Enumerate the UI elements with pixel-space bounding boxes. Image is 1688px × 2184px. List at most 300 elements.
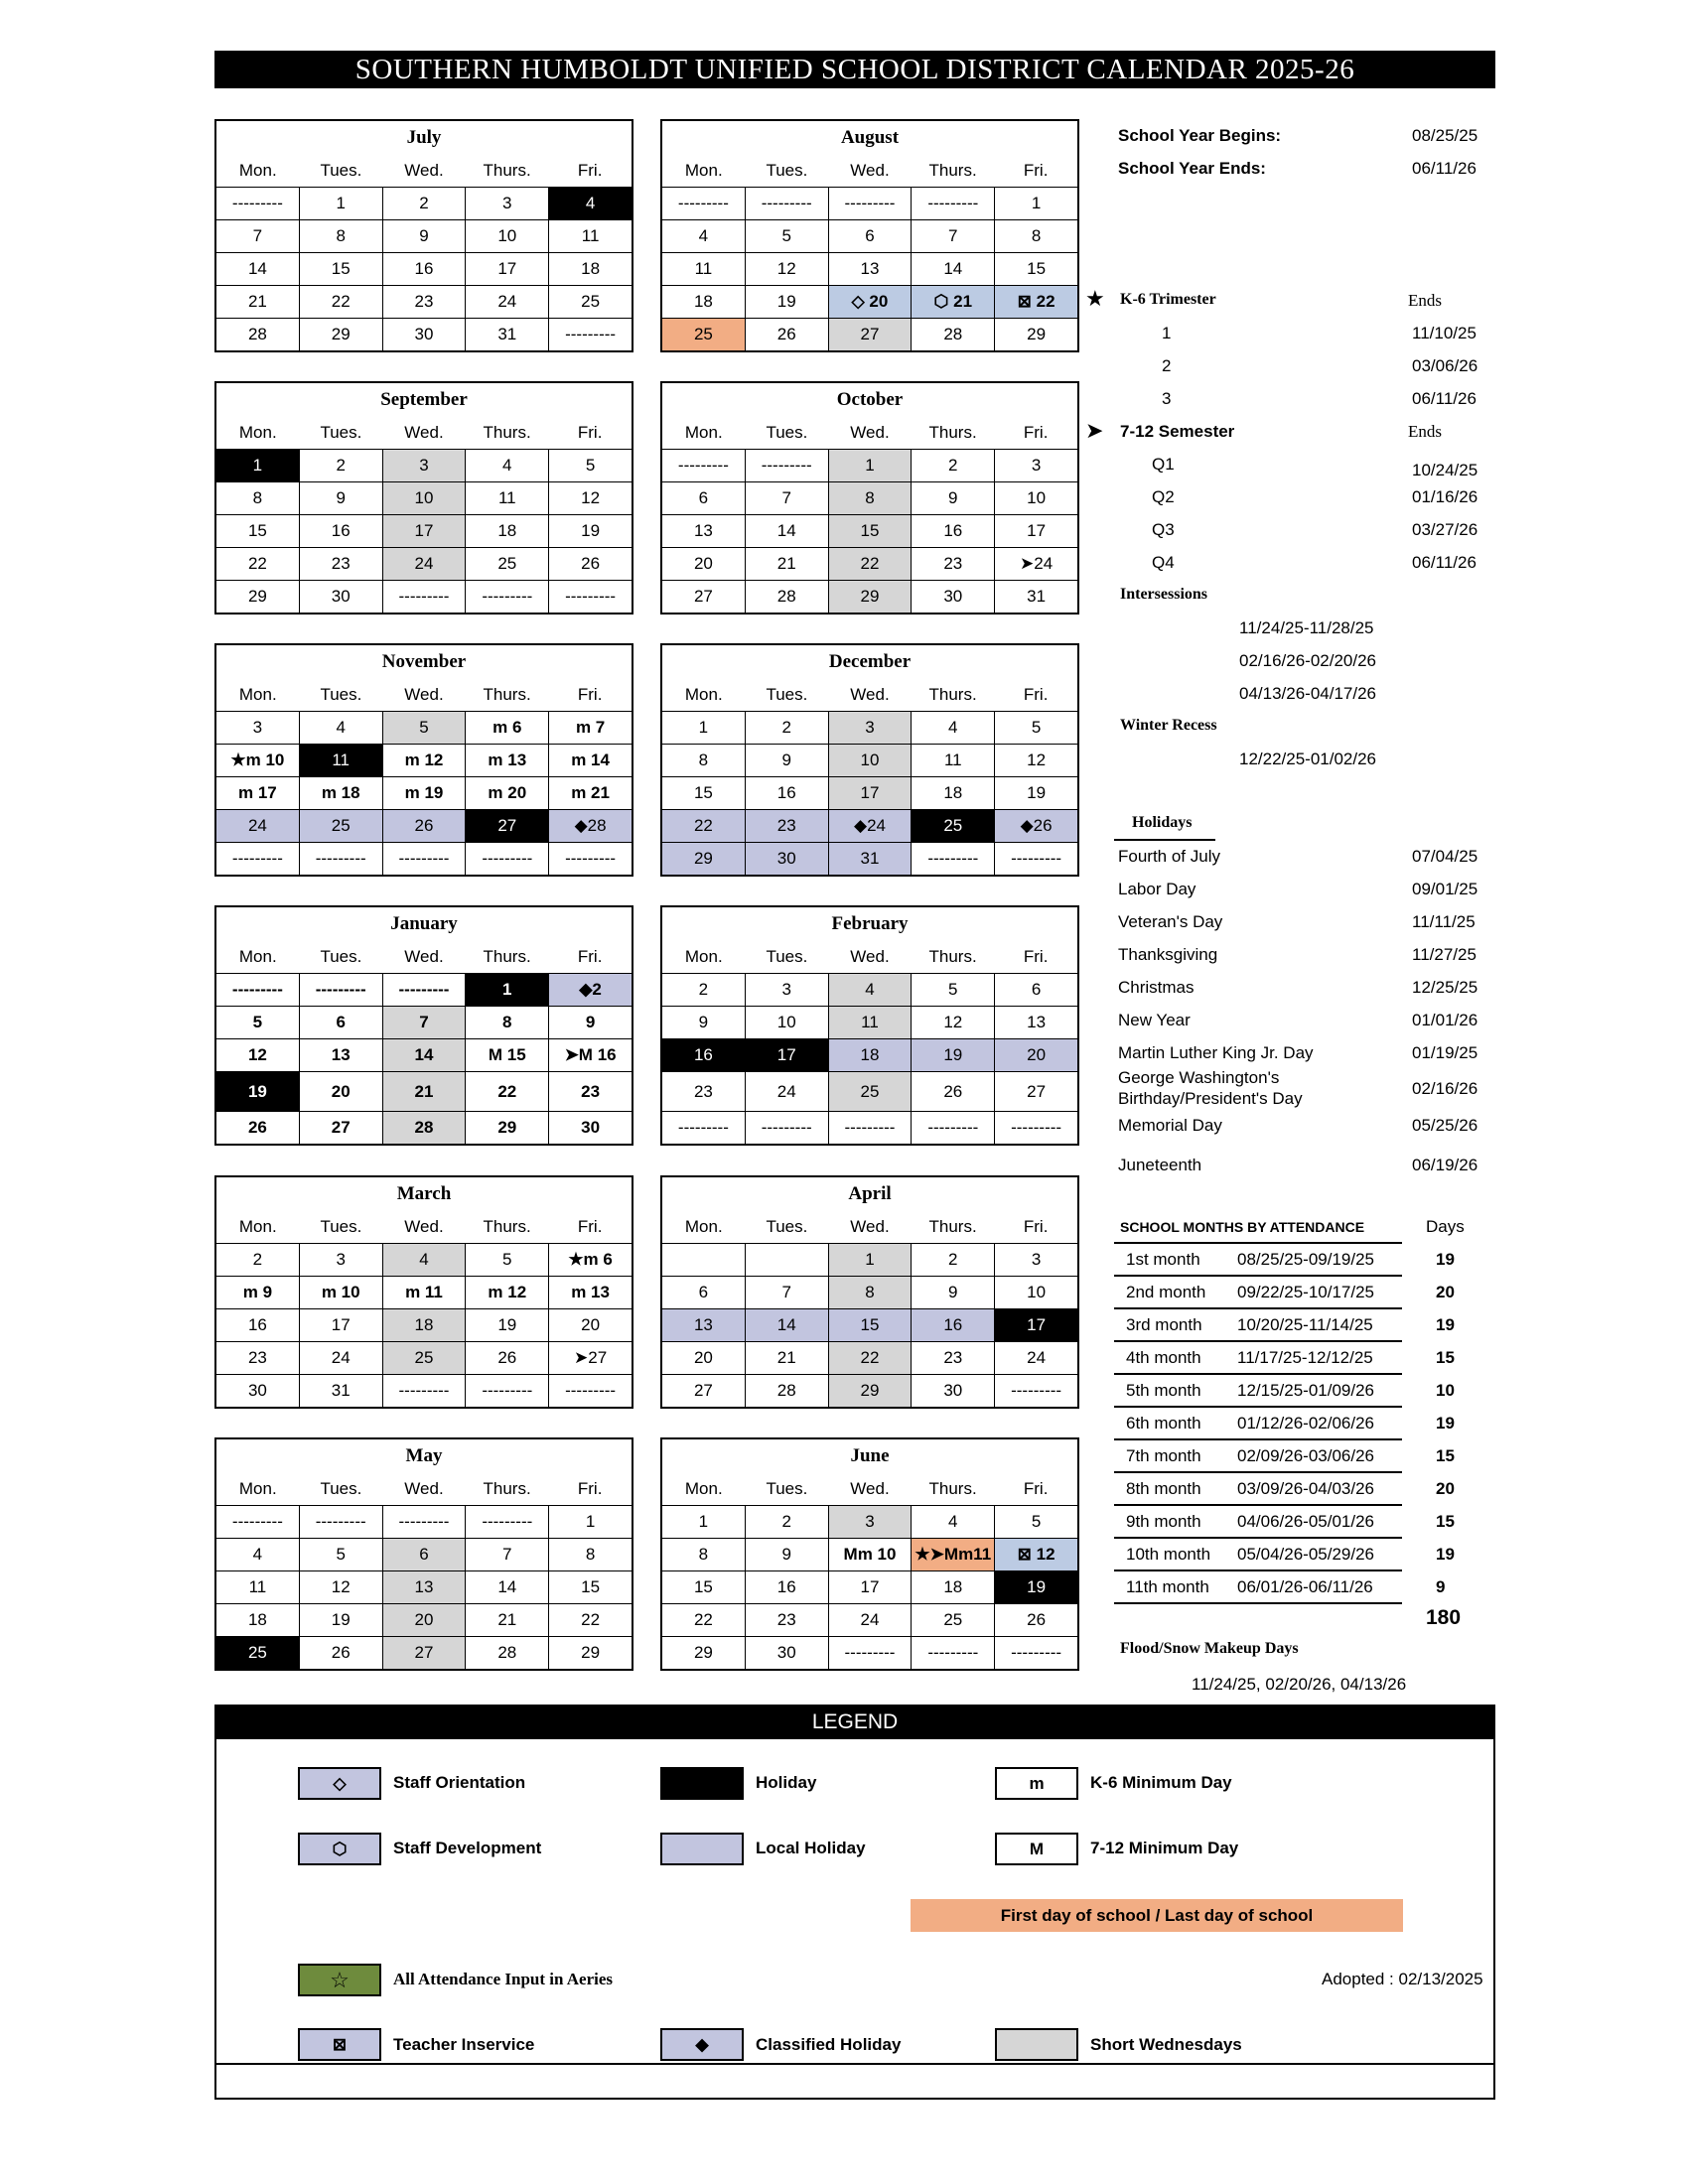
day-cell: --------- [912, 187, 995, 219]
holiday-name: Thanksgiving [1118, 945, 1218, 964]
day-cell: 9 [662, 1006, 746, 1038]
weekday-header: Mon. [238, 684, 277, 704]
day-cell: 22 [662, 809, 746, 842]
day-cell: 15 [829, 514, 913, 547]
day-cell: 3 [995, 1243, 1077, 1276]
day-cell: --------- [466, 580, 549, 613]
weekday-header: Wed. [404, 160, 444, 180]
day-cell: 5 [300, 1538, 383, 1570]
day-cell: 30 [912, 580, 995, 613]
weekday-header: Thurs. [928, 160, 977, 180]
day-cell: 30 [383, 318, 467, 350]
day-cell: 30 [912, 1374, 995, 1407]
week-row [662, 547, 1077, 580]
weekday-header: Thurs. [483, 160, 531, 180]
week-row [216, 1341, 632, 1374]
hexagon-icon: ⬡ [332, 1839, 348, 1858]
day-cell: --------- [829, 1636, 913, 1669]
holidays-underline [1114, 839, 1215, 841]
intersession-dates: 02/16/26-02/20/26 [1239, 651, 1377, 670]
day-cell: 22 [662, 1603, 746, 1636]
day-cell: 21 [746, 1341, 829, 1374]
day-cell: 24 [216, 809, 300, 842]
weekday-header: Mon. [238, 1216, 277, 1236]
day-cell: 29 [300, 318, 383, 350]
holiday-name: New Year [1118, 1011, 1191, 1029]
attendance-range: 03/09/26-04/03/26 [1237, 1479, 1375, 1498]
week-row [216, 1603, 632, 1636]
weekday-header: Wed. [850, 946, 890, 966]
day-cell: --------- [383, 1505, 467, 1538]
day-cell: 26 [912, 1071, 995, 1111]
weekday-header: Mon. [238, 422, 277, 442]
day-cell: 16 [662, 1038, 746, 1071]
day-cell: 26 [300, 1636, 383, 1669]
week-row [662, 973, 1077, 1006]
short-wednesdays-swatch [995, 2028, 1078, 2061]
day-cell: 4 [549, 187, 632, 219]
year-begins-label: School Year Begins: [1118, 126, 1282, 145]
weekday-header: Wed. [404, 422, 444, 442]
attendance-row-rule [1114, 1275, 1402, 1277]
day-cell: 5 [466, 1243, 549, 1276]
day-cell: 19 [995, 1570, 1077, 1603]
day-cell: 17 [383, 514, 467, 547]
holiday-name: George Washington's [1118, 1068, 1280, 1087]
week-row [662, 187, 1077, 219]
day-cell: 1 [662, 711, 746, 744]
day-cell: 16 [912, 1308, 995, 1341]
adopted-date: Adopted : 02/13/2025 [1322, 1970, 1483, 1988]
holiday-name: Martin Luther King Jr. Day [1118, 1043, 1314, 1062]
weekday-header: Thurs. [483, 422, 531, 442]
day-cell: m 19 [383, 776, 467, 809]
day-cell: 16 [300, 514, 383, 547]
day-cell: 7 [912, 219, 995, 252]
week-row [662, 809, 1077, 842]
teacher-inservice-label: Teacher Inservice [393, 2035, 535, 2054]
weekday-header: Mon. [238, 160, 277, 180]
week-row [216, 744, 632, 776]
day-cell: 6 [829, 219, 913, 252]
week-row [216, 1243, 632, 1276]
day-cell: 29 [662, 1636, 746, 1669]
holiday-date: 06/19/26 [1412, 1156, 1478, 1174]
day-cell: 1 [216, 449, 300, 481]
day-cell: 8 [995, 219, 1077, 252]
day-cell: --------- [383, 842, 467, 875]
week-row [662, 1505, 1077, 1538]
day-cell: 5 [383, 711, 467, 744]
day-cell: 17 [746, 1038, 829, 1071]
week-row [662, 1243, 1077, 1276]
staff-development-label: Staff Development [393, 1839, 542, 1857]
attendance-days: 19 [1436, 1414, 1455, 1433]
day-cell: 31 [995, 580, 1077, 613]
semester-ends-label: Ends [1408, 422, 1442, 441]
month-name: February [831, 913, 909, 934]
day-cell: 27 [466, 809, 549, 842]
holiday-date: 01/01/26 [1412, 1011, 1478, 1029]
weekday-header: Tues. [766, 946, 808, 966]
day-cell: --------- [300, 973, 383, 1006]
day-cell: 24 [466, 285, 549, 318]
week-row [662, 1570, 1077, 1603]
star-outline-icon: ☆ [330, 1967, 350, 1992]
weekday-header: Tues. [320, 160, 362, 180]
day-cell: 12 [746, 252, 829, 285]
day-cell: 5 [995, 711, 1077, 744]
day-cell: 4 [829, 973, 913, 1006]
day-cell: 13 [383, 1570, 467, 1603]
day-cell: ◆28 [549, 809, 632, 842]
min-712-glyph: M [1029, 1839, 1045, 1858]
month-july [214, 119, 633, 352]
day-cell: 13 [662, 1308, 746, 1341]
day-cell: 23 [300, 547, 383, 580]
week-row [662, 1071, 1077, 1111]
attendance-row-rule [1114, 1471, 1402, 1473]
day-cell: 26 [995, 1603, 1077, 1636]
weekday-header: Tues. [320, 1478, 362, 1498]
week-row [216, 514, 632, 547]
day-cell: 17 [829, 1570, 913, 1603]
arrow-icon: ➤ [1085, 418, 1104, 443]
day-cell: m 7 [549, 711, 632, 744]
weekday-header: Thurs. [483, 684, 531, 704]
week-row [662, 1538, 1077, 1570]
day-cell: --------- [216, 842, 300, 875]
weekday-header: Fri. [1023, 946, 1049, 966]
attendance-range: 09/22/25-10/17/25 [1237, 1283, 1375, 1301]
day-cell: 27 [300, 1111, 383, 1144]
day-cell: 9 [746, 1538, 829, 1570]
attendance-month: 1st month [1126, 1250, 1200, 1269]
weekday-header: Mon. [684, 946, 723, 966]
day-cell: 7 [466, 1538, 549, 1570]
day-cell: 20 [662, 547, 746, 580]
year-ends-label: School Year Ends: [1118, 159, 1266, 178]
weekday-header: Fri. [577, 946, 603, 966]
month-name: June [850, 1445, 890, 1466]
month-december [660, 643, 1079, 877]
staff-orientation-label: Staff Orientation [393, 1773, 526, 1792]
weekday-header: Tues. [320, 946, 362, 966]
day-cell: 8 [216, 481, 300, 514]
weekday-header: Mon. [238, 946, 277, 966]
week-row [662, 449, 1077, 481]
day-cell: 23 [216, 1341, 300, 1374]
diamond-outline-icon: ◇ [333, 1773, 347, 1793]
day-cell: 15 [829, 1308, 913, 1341]
year-begins-date: 08/25/25 [1412, 126, 1478, 145]
week-row [662, 1276, 1077, 1308]
day-cell: 1 [995, 187, 1077, 219]
weekday-header: Wed. [850, 1478, 890, 1498]
day-cell: 28 [216, 318, 300, 350]
day-cell: 19 [549, 514, 632, 547]
month-september [214, 381, 633, 614]
short-wednesdays-label: Short Wednesdays [1090, 2035, 1242, 2054]
day-cell: 23 [746, 809, 829, 842]
legend-divider [214, 2063, 1495, 2065]
day-cell: 14 [746, 514, 829, 547]
day-cell: 23 [662, 1071, 746, 1111]
month-name: October [836, 389, 904, 410]
week-row [216, 1276, 632, 1308]
weekday-header: Tues. [766, 1216, 808, 1236]
local-holiday-swatch [660, 1833, 744, 1865]
day-cell: ⊠ 12 [995, 1538, 1077, 1570]
attendance-row-rule [1114, 1602, 1402, 1604]
day-cell: --------- [216, 973, 300, 1006]
day-cell: 18 [662, 285, 746, 318]
attendance-range: 10/20/25-11/14/25 [1237, 1315, 1373, 1334]
day-cell: 16 [216, 1308, 300, 1341]
day-cell: 23 [912, 1341, 995, 1374]
day-cell: 3 [300, 1243, 383, 1276]
quarter-end-date: 10/24/25 [1412, 461, 1478, 479]
day-cell: --------- [466, 1374, 549, 1407]
day-cell: 3 [829, 711, 913, 744]
day-cell: --------- [662, 449, 746, 481]
week-row [216, 1006, 632, 1038]
month-name: May [405, 1445, 443, 1466]
weekday-header: Fri. [577, 684, 603, 704]
attendance-days: 15 [1436, 1512, 1455, 1531]
day-cell: 8 [662, 744, 746, 776]
day-cell: 22 [216, 547, 300, 580]
weekday-header: Tues. [766, 160, 808, 180]
week-row [662, 1006, 1077, 1038]
day-cell: 17 [300, 1308, 383, 1341]
day-cell: 28 [912, 318, 995, 350]
day-cell: 18 [912, 776, 995, 809]
day-cell: 10 [383, 481, 467, 514]
day-cell: 18 [912, 1570, 995, 1603]
day-cell: 30 [746, 1636, 829, 1669]
weekday-header: Thurs. [928, 684, 977, 704]
day-cell: --------- [995, 1111, 1077, 1144]
attendance-month: 9th month [1126, 1512, 1201, 1531]
day-cell: 13 [829, 252, 913, 285]
weekday-header: Tues. [320, 422, 362, 442]
week-row [216, 1038, 632, 1071]
day-cell: 13 [662, 514, 746, 547]
day-cell: 2 [300, 449, 383, 481]
day-cell: 22 [300, 285, 383, 318]
day-cell: 25 [662, 318, 746, 350]
month-name: March [396, 1183, 452, 1204]
day-cell: 8 [829, 481, 913, 514]
day-cell: 29 [995, 318, 1077, 350]
day-cell: 9 [912, 481, 995, 514]
day-cell: 9 [746, 744, 829, 776]
attendance-input-label: All Attendance Input in Aeries [393, 1970, 614, 1988]
day-cell: ⬡ 21 [912, 285, 995, 318]
classified-holiday-swatch [660, 2028, 744, 2061]
k6-trimester-label: K-6 Trimester [1120, 291, 1216, 308]
day-cell: 21 [216, 285, 300, 318]
day-cell: 24 [829, 1603, 913, 1636]
week-row [662, 252, 1077, 285]
day-cell: 5 [216, 1006, 300, 1038]
day-cell: 18 [829, 1038, 913, 1071]
attendance-row-rule [1114, 1340, 1402, 1342]
holiday-name: Christmas [1118, 978, 1195, 997]
day-cell: 5 [549, 449, 632, 481]
week-row [216, 219, 632, 252]
day-cell: 8 [829, 1276, 913, 1308]
weekday-header: Mon. [684, 684, 723, 704]
day-cell: --------- [829, 1111, 913, 1144]
year-ends-date: 06/11/26 [1412, 159, 1477, 178]
teacher-inservice-swatch [298, 2028, 381, 2061]
month-may [214, 1437, 633, 1671]
makeup-days-label: Flood/Snow Makeup Days [1120, 1640, 1299, 1657]
day-cell: 7 [216, 219, 300, 252]
day-cell: 19 [216, 1071, 300, 1111]
day-cell: 12 [995, 744, 1077, 776]
attendance-days: 15 [1436, 1446, 1455, 1465]
day-cell: 26 [746, 318, 829, 350]
day-cell: m 12 [466, 1276, 549, 1308]
winter-recess-dates: 12/22/25-01/02/26 [1239, 750, 1377, 768]
day-cell: 22 [466, 1071, 549, 1111]
quarter-name: Q1 [1152, 455, 1175, 474]
weekday-header: Fri. [1023, 1216, 1049, 1236]
weekday-header: Mon. [684, 1216, 723, 1236]
weekday-header: Thurs. [483, 1478, 531, 1498]
day-cell [746, 1243, 829, 1276]
week-row [216, 1071, 632, 1111]
day-cell: m 17 [216, 776, 300, 809]
day-cell: 24 [995, 1341, 1077, 1374]
day-cell: --------- [995, 1374, 1077, 1407]
week-row [662, 1038, 1077, 1071]
attendance-days: 19 [1436, 1250, 1455, 1269]
holiday-date: 11/11/25 [1412, 912, 1476, 931]
attendance-range: 04/06/26-05/01/26 [1237, 1512, 1375, 1531]
trimester-number: 2 [1162, 356, 1172, 375]
day-cell: 25 [383, 1341, 467, 1374]
holiday-swatch [660, 1767, 744, 1800]
week-row [216, 580, 632, 613]
day-cell: 13 [300, 1038, 383, 1071]
attendance-row-rule [1114, 1307, 1402, 1309]
day-cell: 9 [300, 481, 383, 514]
day-cell: --------- [746, 1111, 829, 1144]
day-cell: 10 [466, 219, 549, 252]
star-icon: ★ [1085, 286, 1105, 311]
day-cell: --------- [549, 842, 632, 875]
week-row [216, 1308, 632, 1341]
day-cell: m 11 [383, 1276, 467, 1308]
day-cell: 12 [300, 1570, 383, 1603]
day-cell: 15 [549, 1570, 632, 1603]
day-cell: 1 [829, 1243, 913, 1276]
holiday-name: Juneteenth [1118, 1156, 1202, 1174]
day-cell: 29 [829, 1374, 913, 1407]
day-cell: m 10 [300, 1276, 383, 1308]
day-cell: 24 [300, 1341, 383, 1374]
holiday-name: Labor Day [1118, 880, 1196, 898]
attendance-month: 5th month [1126, 1381, 1201, 1400]
day-cell: 17 [466, 252, 549, 285]
day-cell: --------- [912, 842, 995, 875]
week-row [216, 318, 632, 350]
day-cell: 23 [383, 285, 467, 318]
attendance-month: 3rd month [1126, 1315, 1202, 1334]
day-cell: 25 [912, 1603, 995, 1636]
attendance-row-rule [1114, 1438, 1402, 1440]
day-cell: 4 [912, 711, 995, 744]
weekday-header: Mon. [684, 1478, 723, 1498]
month-name: September [380, 389, 468, 410]
month-february [660, 905, 1079, 1146]
day-cell: --------- [300, 1505, 383, 1538]
week-row [216, 711, 632, 744]
first-last-day-swatch [911, 1899, 1403, 1932]
week-row [662, 776, 1077, 809]
day-cell: ⊠ 22 [995, 285, 1077, 318]
day-cell: 6 [383, 1538, 467, 1570]
quarter-end-date: 01/16/26 [1412, 487, 1478, 506]
weekday-header: Mon. [238, 1478, 277, 1498]
day-cell: 11 [466, 481, 549, 514]
day-cell: 30 [216, 1374, 300, 1407]
day-cell: 3 [216, 711, 300, 744]
day-cell: 20 [383, 1603, 467, 1636]
day-cell: 6 [300, 1006, 383, 1038]
holiday-date: 07/04/25 [1412, 847, 1478, 866]
day-cell: 18 [216, 1603, 300, 1636]
day-cell: ➤27 [549, 1341, 632, 1374]
attendance-range: 11/17/25-12/12/25 [1237, 1348, 1373, 1367]
attendance-days: 20 [1436, 1479, 1455, 1498]
day-cell: 15 [662, 776, 746, 809]
weekday-header: Wed. [404, 1478, 444, 1498]
day-cell: 21 [383, 1071, 467, 1111]
week-row [216, 449, 632, 481]
day-cell: 26 [383, 809, 467, 842]
day-cell: 27 [995, 1071, 1077, 1111]
intersession-dates: 11/24/25-11/28/25 [1239, 618, 1374, 637]
total-days: 180 [1426, 1606, 1462, 1629]
attendance-label: SCHOOL MONTHS BY ATTENDANCE [1120, 1219, 1365, 1235]
month-august [660, 119, 1079, 352]
day-cell: 27 [662, 580, 746, 613]
day-cell: m 13 [549, 1276, 632, 1308]
day-cell: 8 [466, 1006, 549, 1038]
day-cell: 3 [995, 449, 1077, 481]
day-cell: 26 [549, 547, 632, 580]
day-cell: m 14 [549, 744, 632, 776]
day-cell: 16 [383, 252, 467, 285]
day-cell: --------- [466, 1505, 549, 1538]
boxed-x-icon: ⊠ [332, 2034, 348, 2054]
weekday-header: Wed. [850, 684, 890, 704]
day-cell: ★m 10 [216, 744, 300, 776]
day-cell: m 13 [466, 744, 549, 776]
day-cell: 3 [746, 973, 829, 1006]
day-cell: ◆26 [995, 809, 1077, 842]
day-cell: 30 [300, 580, 383, 613]
weekday-header: Fri. [577, 160, 603, 180]
day-cell: 2 [216, 1243, 300, 1276]
week-row [216, 252, 632, 285]
weekday-header: Fri. [1023, 1478, 1049, 1498]
